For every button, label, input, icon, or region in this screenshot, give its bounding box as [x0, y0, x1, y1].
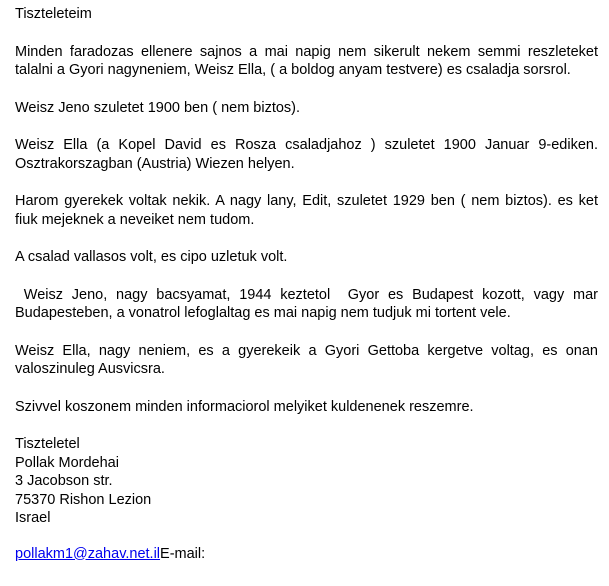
email-row — [15, 545, 598, 564]
paragraph-ella-fate: Weisz Ella, nagy neniem, es a gyerekeik a Gyori Gettoba kergetve voltag, es onan valoszinuleg Ausvicsra. — [15, 342, 598, 377]
paragraph-family-religion: A csalad vallasos volt, es cipo uzletuk volt. — [15, 249, 288, 265]
signature-closing: Tiszteletel — [15, 436, 80, 452]
signature-country: Israel — [15, 510, 51, 526]
email-label: E-mail: — [160, 545, 206, 562]
paragraph-thanks: Szivvel koszonem minden informaciorol melyiket kuldenenek reszemre. — [15, 398, 474, 415]
paragraph-jeno-fate: Weisz Jeno, nagy bacsyamat, 1944 keztetol Gyor es Budapest kozott, vagy mar Budapesteben, a vonatrol lefoglaltag es mai napig nem tudjuk mi tortent vele. — [15, 286, 603, 321]
signature-street: 3 Jacobson str. — [15, 473, 113, 489]
paragraph-search-intro: Minden faradozas ellenere sajnos a mai napig nem sikerult nekem semmi reszleteket talalni a Gyori nagyneniem, Weisz Ella, ( a boldog anyam testvere) es csaladja sorsrol. — [15, 43, 598, 78]
email-link[interactable]: pollakm1@zahav.net.il — [15, 545, 161, 562]
signature-city: 75370 Rishon Lezion — [15, 491, 152, 508]
paragraph-jeno-birth: Weisz Jeno szuletet 1900 ben ( nem biztos). — [15, 99, 301, 116]
letter-greeting: Tiszteleteim — [15, 6, 92, 22]
signature-name: Pollak Mordehai — [15, 454, 119, 471]
signature-block — [15, 435, 598, 528]
letter-body — [15, 0, 603, 563]
paragraph-ella-birth: Weisz Ella (a Kopel David es Rosza csaladjahoz ) szuletet 1900 Januar 9-ediken. Osztrakorszagban (Austria) Wiezen helyen. — [15, 137, 598, 172]
paragraph-children: Harom gyerekek voltak nekik. A nagy lany, Edit, szuletet 1929 ben ( nem biztos). es ket fiuk mejeknek a neveiket nem tudom. — [15, 193, 598, 228]
